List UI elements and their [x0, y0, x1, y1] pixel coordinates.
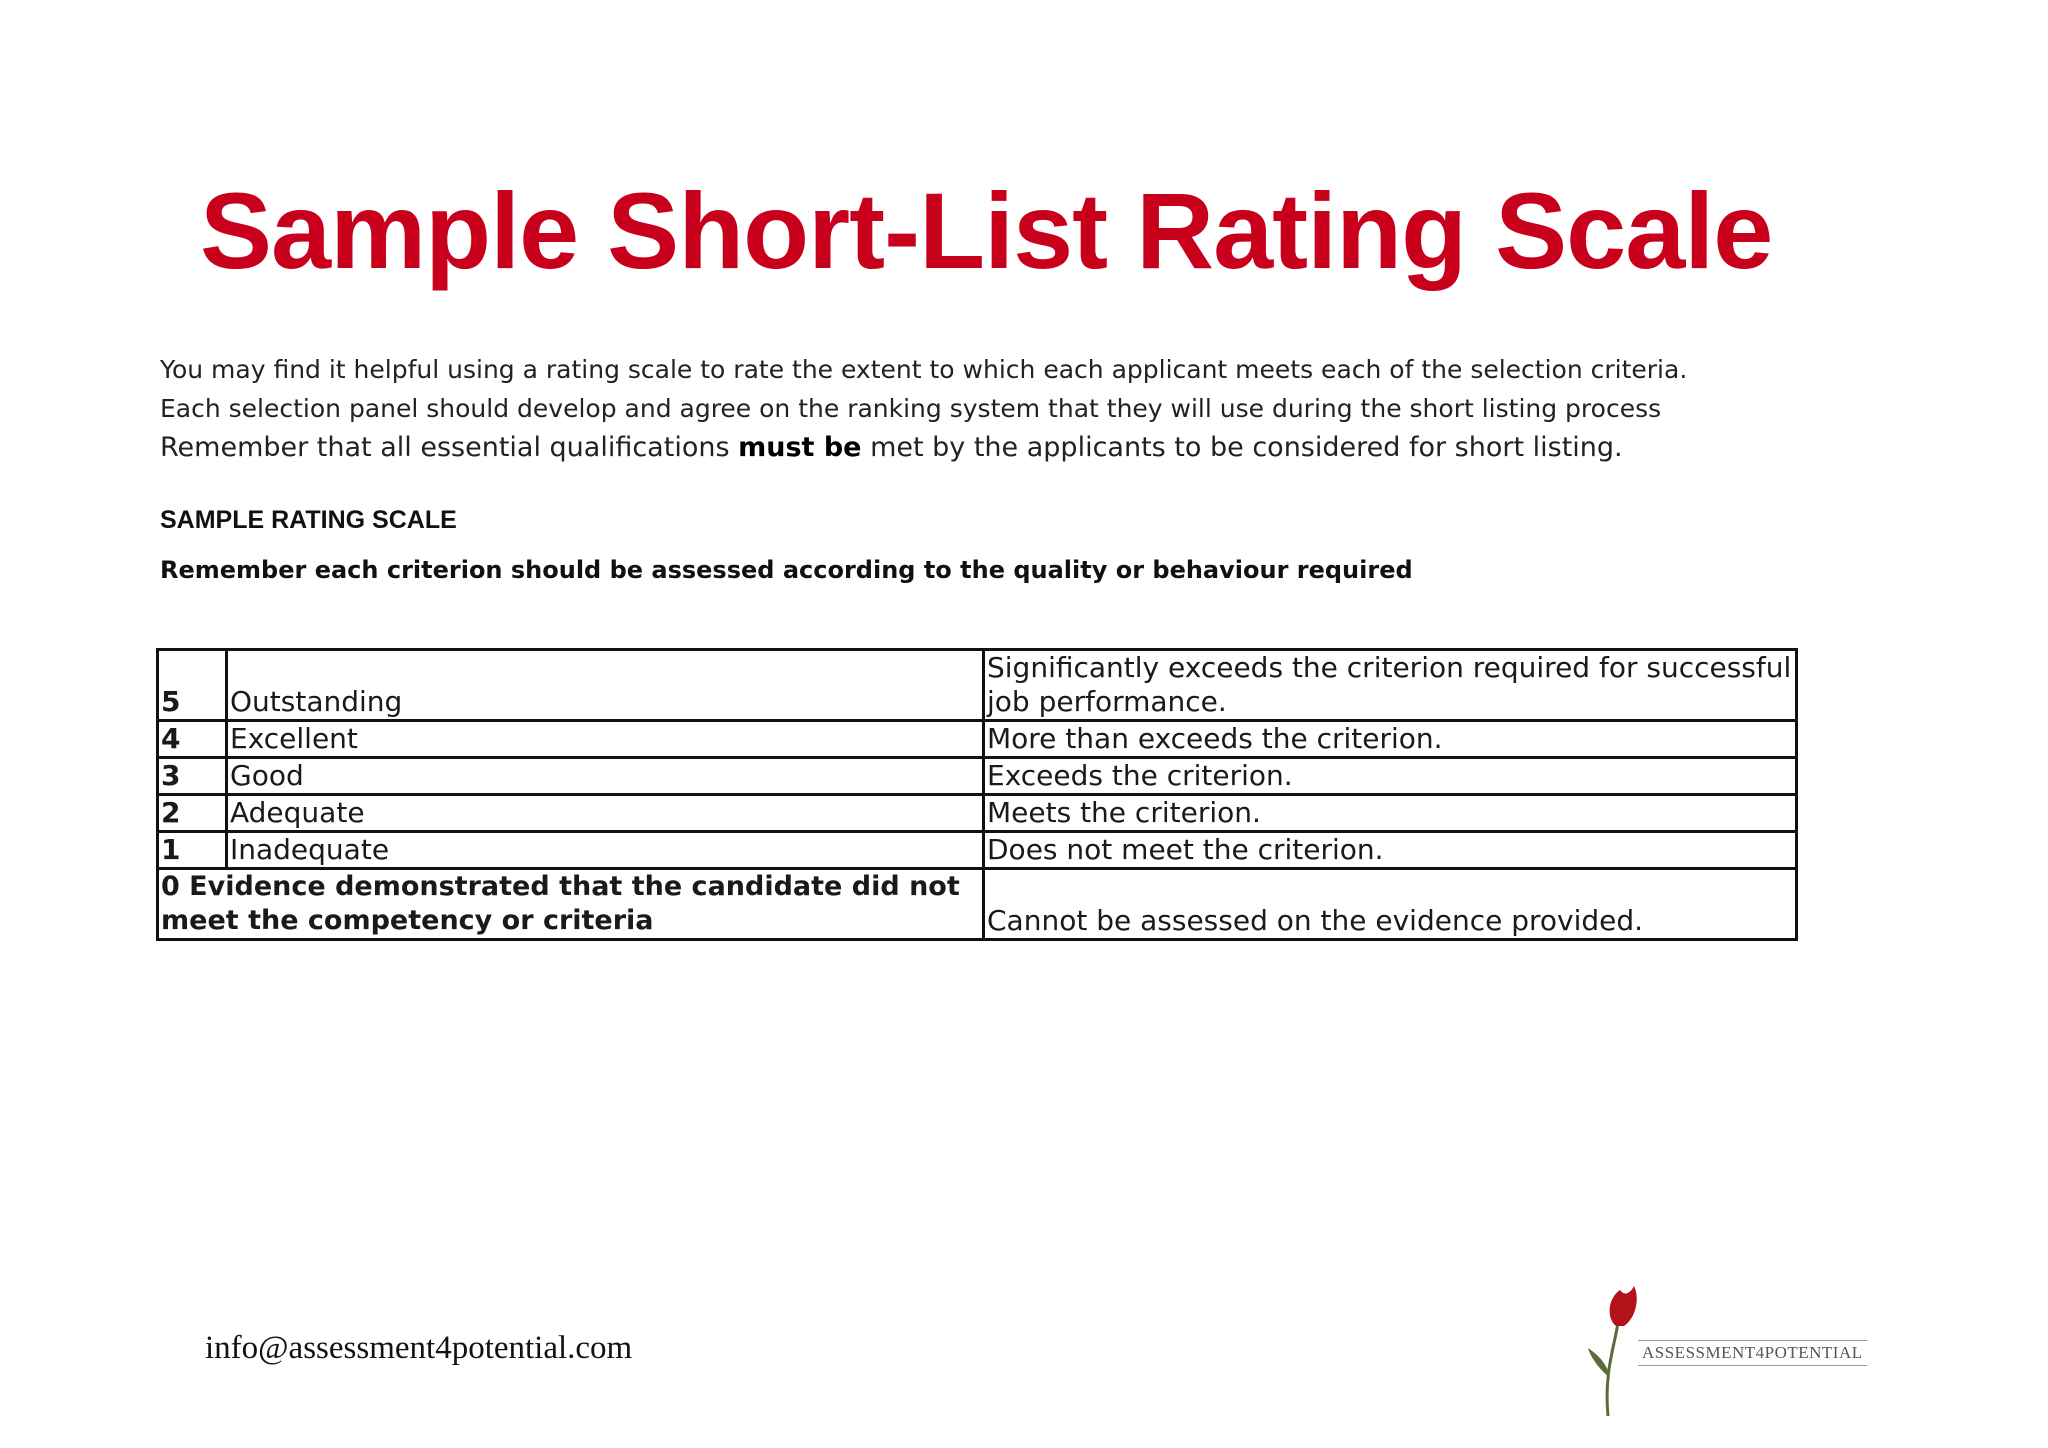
label-cell: Outstanding: [227, 650, 984, 721]
table-row: [158, 721, 1797, 758]
label-cell: Excellent: [227, 721, 984, 758]
page-title: Sample Short-List Rating Scale: [200, 170, 1773, 292]
score-cell: 4: [158, 721, 227, 758]
description-cell: Exceeds the criterion.: [984, 758, 1797, 795]
label-cell: Inadequate: [227, 832, 984, 869]
score-cell: 3: [158, 758, 227, 795]
table-row: [158, 758, 1797, 795]
intro-line-3-emphasis: must be: [738, 432, 862, 463]
footer-email: info@assessment4potential.com: [205, 1330, 633, 1366]
description-cell: Does not meet the criterion.: [984, 832, 1797, 869]
intro-text: [160, 350, 1860, 467]
intro-line-1: You may find it helpful using a rating scale to rate the extent to which each applicant meets each of the selection criteria.: [160, 355, 1688, 384]
logo-wordmark: ASSESSMENT4POTENTIAL: [1638, 1340, 1867, 1366]
rating-scale-table: [156, 648, 1798, 941]
score-cell: 2: [158, 795, 227, 832]
score-cell: 1: [158, 832, 227, 869]
table-row-zero: [158, 869, 1797, 940]
description-cell: More than exceeds the criterion.: [984, 721, 1797, 758]
company-logo: [1578, 1278, 1863, 1418]
intro-line-3-start: Remember that all essential qualifications: [160, 432, 739, 463]
label-cell: Adequate: [227, 795, 984, 832]
intro-line-2: Each selection panel should develop and agree on the ranking system that they will use during the short listing process: [160, 394, 1662, 423]
section-subheading: Remember each criterion should be assessed according to the quality or behaviour required: [160, 556, 1413, 584]
zero-description-cell: Cannot be assessed on the evidence provided.: [984, 869, 1797, 940]
table-row: [158, 650, 1797, 721]
table-row: [158, 832, 1797, 869]
label-cell: Good: [227, 758, 984, 795]
section-heading: SAMPLE RATING SCALE: [160, 506, 457, 534]
score-cell: 5: [158, 650, 227, 721]
zero-label-cell: 0 Evidence demonstrated that the candidate did not meet the competency or criteria: [158, 869, 984, 940]
intro-line-3: [160, 428, 1860, 467]
description-cell: Meets the criterion.: [984, 795, 1797, 832]
description-cell: Significantly exceeds the criterion required for successful job performance.: [984, 650, 1797, 721]
intro-line-3-end: met by the applicants to be considered for short listing.: [861, 432, 1623, 463]
table-row: [158, 795, 1797, 832]
